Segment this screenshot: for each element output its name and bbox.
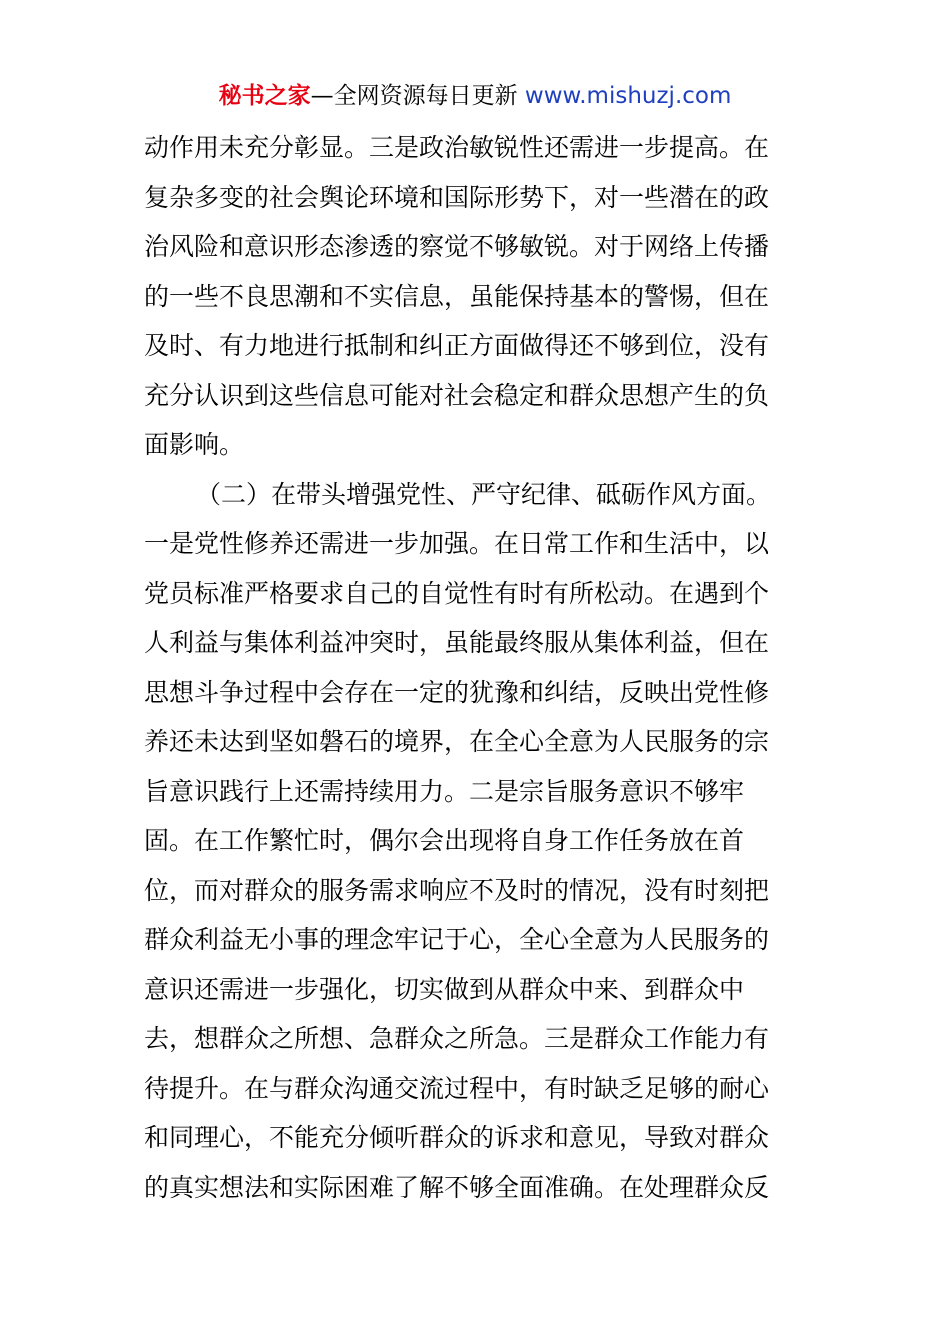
body-line: 面影响。 <box>144 430 245 459</box>
body-line: 复杂多变的社会舆论环境和国际形势下，对一些潜在的政 <box>144 182 770 212</box>
body-line: 去，想群众之所想、急群众之所急。三是群众工作能力有 <box>144 1024 770 1053</box>
page-header <box>0 80 950 112</box>
brand-name: 秘书之家 <box>218 83 311 109</box>
body-line: 旨意识践行上还需持续用力。二是宗旨服务意识不够牢 <box>144 776 745 806</box>
document-body <box>144 123 806 1212</box>
body-line: 和同理心，不能充分倾听群众的诉求和意见，导致对群众 <box>144 1123 770 1152</box>
body-line: 意识还需进一步强化，切实做到从群众中来、到群众中 <box>144 974 745 1004</box>
body-line: 思想斗争过程中会存在一定的犹豫和纠结，反映出党性修 <box>144 677 770 707</box>
body-line: 党员标准严格要求自己的自觉性有时有所松动。在遇到个 <box>144 578 770 608</box>
body-line: 养还未达到坚如磐石的境界，在全心全意为人民服务的宗 <box>144 727 770 756</box>
website-url[interactable]: www.mishuzj.com <box>524 83 732 109</box>
body-line: 的真实想法和实际困难了解不够全面准确。在处理群众反 <box>144 1172 770 1202</box>
body-line: 及时、有力地进行抵制和纠正方面做得还不够到位，没有 <box>144 331 770 360</box>
body-line: 位，而对群众的服务需求响应不及时的情况，没有时刻把 <box>144 875 770 905</box>
section-heading: （二）在带头增强党性、严守纪律、砥砺作风方面。 <box>196 479 772 509</box>
header-tagline: —全网资源每日更新 <box>310 83 518 109</box>
body-line: 的一些不良思潮和不实信息，虽能保持基本的警惕，但在 <box>144 281 770 311</box>
body-line: 固。在工作繁忙时，偶尔会出现将自身工作任务放在首 <box>144 826 745 855</box>
body-line: 治风险和意识形态渗透的察觉不够敏锐。对于网络上传播 <box>144 232 770 261</box>
body-line: 人利益与集体利益冲突时，虽能最终服从集体利益，但在 <box>144 628 770 657</box>
body-line: 待提升。在与群众沟通交流过程中，有时缺乏足够的耐心 <box>144 1073 770 1103</box>
body-line: 一是党性修养还需进一步加强。在日常工作和生活中，以 <box>144 529 770 558</box>
body-line: 充分认识到这些信息可能对社会稳定和群众思想产生的负 <box>144 380 770 410</box>
body-line: 群众利益无小事的理念牢记于心，全心全意为人民服务的 <box>144 925 770 954</box>
body-line: 动作用未充分彰显。三是政治敏锐性还需进一步提高。在 <box>144 133 770 162</box>
